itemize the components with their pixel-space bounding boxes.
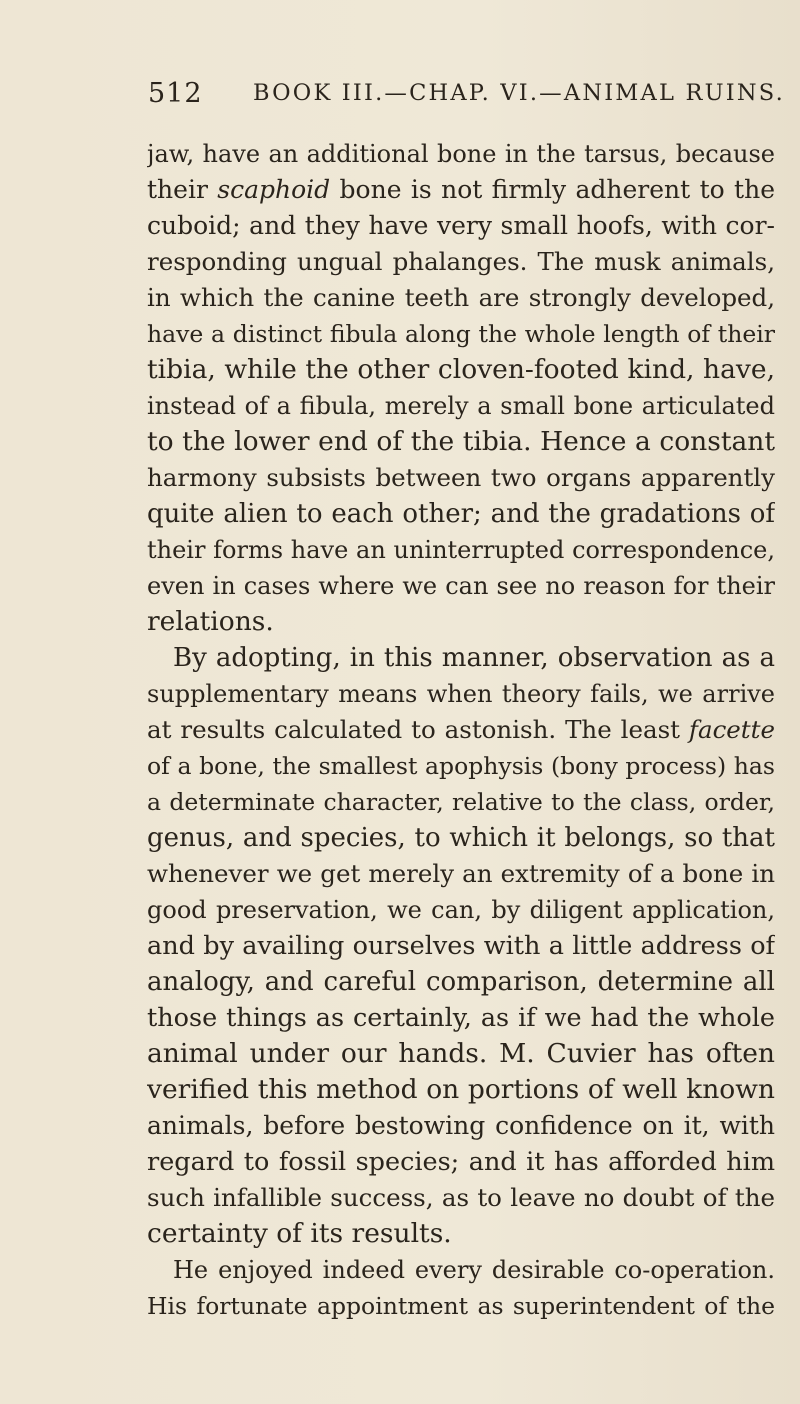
text-line-8: instead of a fibula, merely a small bone articulated — [147, 392, 775, 420]
italic-term: facette — [688, 715, 775, 744]
text-line-1: jaw, have an additional bone in the tarsus, because — [147, 140, 775, 168]
text-line-32: He enjoyed indeed every desirable co-operation. — [173, 1256, 775, 1284]
text-line-11: quite alien to each other; and the gradations of — [147, 499, 775, 529]
text-line-16: supplementary means when theory fails, we arrive — [147, 680, 775, 708]
text-line-21: whenever we get merely an extremity of a bone in — [147, 859, 775, 888]
text-line-14: relations. — [147, 606, 274, 637]
text-line-33: His fortunate appointment as superintendent of the — [147, 1292, 775, 1320]
text-line-31: certainty of its results. — [147, 1218, 452, 1249]
text-line-22: good preservation, we can, by diligent application, — [147, 896, 775, 924]
text-line-20: genus, and species, to which it belongs, so that — [147, 823, 775, 853]
text-line-12: their forms have an uninterrupted correspondence, — [147, 536, 775, 564]
text-line-10: harmony subsists between two organs apparently — [147, 463, 775, 492]
text-line-24: analogy, and careful comparison, determine all — [147, 967, 775, 997]
text-line-29: regard to fossil species; and it has afforded him — [147, 1147, 775, 1177]
text-line-2: their scaphoid bone is not firmly adherent to the — [147, 175, 775, 204]
text-line-17: at results calculated to astonish. The least facette — [147, 715, 775, 744]
text-line-26: animal under our hands. M. Cuvier has often — [147, 1038, 775, 1069]
chapter-heading: BOOK III.—CHAP. VI.—ANIMAL RUINS. — [253, 80, 785, 106]
body-text — [147, 136, 775, 1324]
text-line-19: a determinate character, relative to the class, order, — [147, 788, 775, 816]
text-line-15: By adopting, in this manner, observation as a — [173, 643, 775, 673]
italic-term: scaphoid — [217, 175, 331, 204]
text-line-13: even in cases where we can see no reason for their — [147, 572, 775, 600]
text-line-3: cuboid; and they have very small hoofs, with cor- — [147, 211, 775, 240]
text-line-28: animals, before bestowing confidence on it, with — [147, 1111, 775, 1140]
text-line-6: have a distinct fibula along the whole length of their — [147, 320, 775, 348]
text-line-9: to the lower end of the tibia. Hence a constant — [147, 426, 775, 457]
text-line-4: responding ungual phalanges. The musk animals, — [147, 247, 775, 276]
page-number: 512 — [148, 78, 203, 109]
text-line-7: tibia, while the other cloven-footed kind, have, — [147, 354, 775, 385]
text-line-18: of a bone, the smallest apophysis (bony process) has — [147, 752, 775, 780]
text-line-25: those things as certainly, as if we had the whole — [147, 1003, 775, 1033]
text-line-30: such infallible success, as to leave no doubt of the — [147, 1183, 775, 1212]
text-line-5: in which the canine teeth are strongly developed, — [147, 283, 775, 312]
text-line-23: and by availing ourselves with a little address of — [147, 931, 775, 961]
running-head — [148, 78, 785, 118]
text-line-27: verified this method on portions of well known — [147, 1074, 775, 1105]
